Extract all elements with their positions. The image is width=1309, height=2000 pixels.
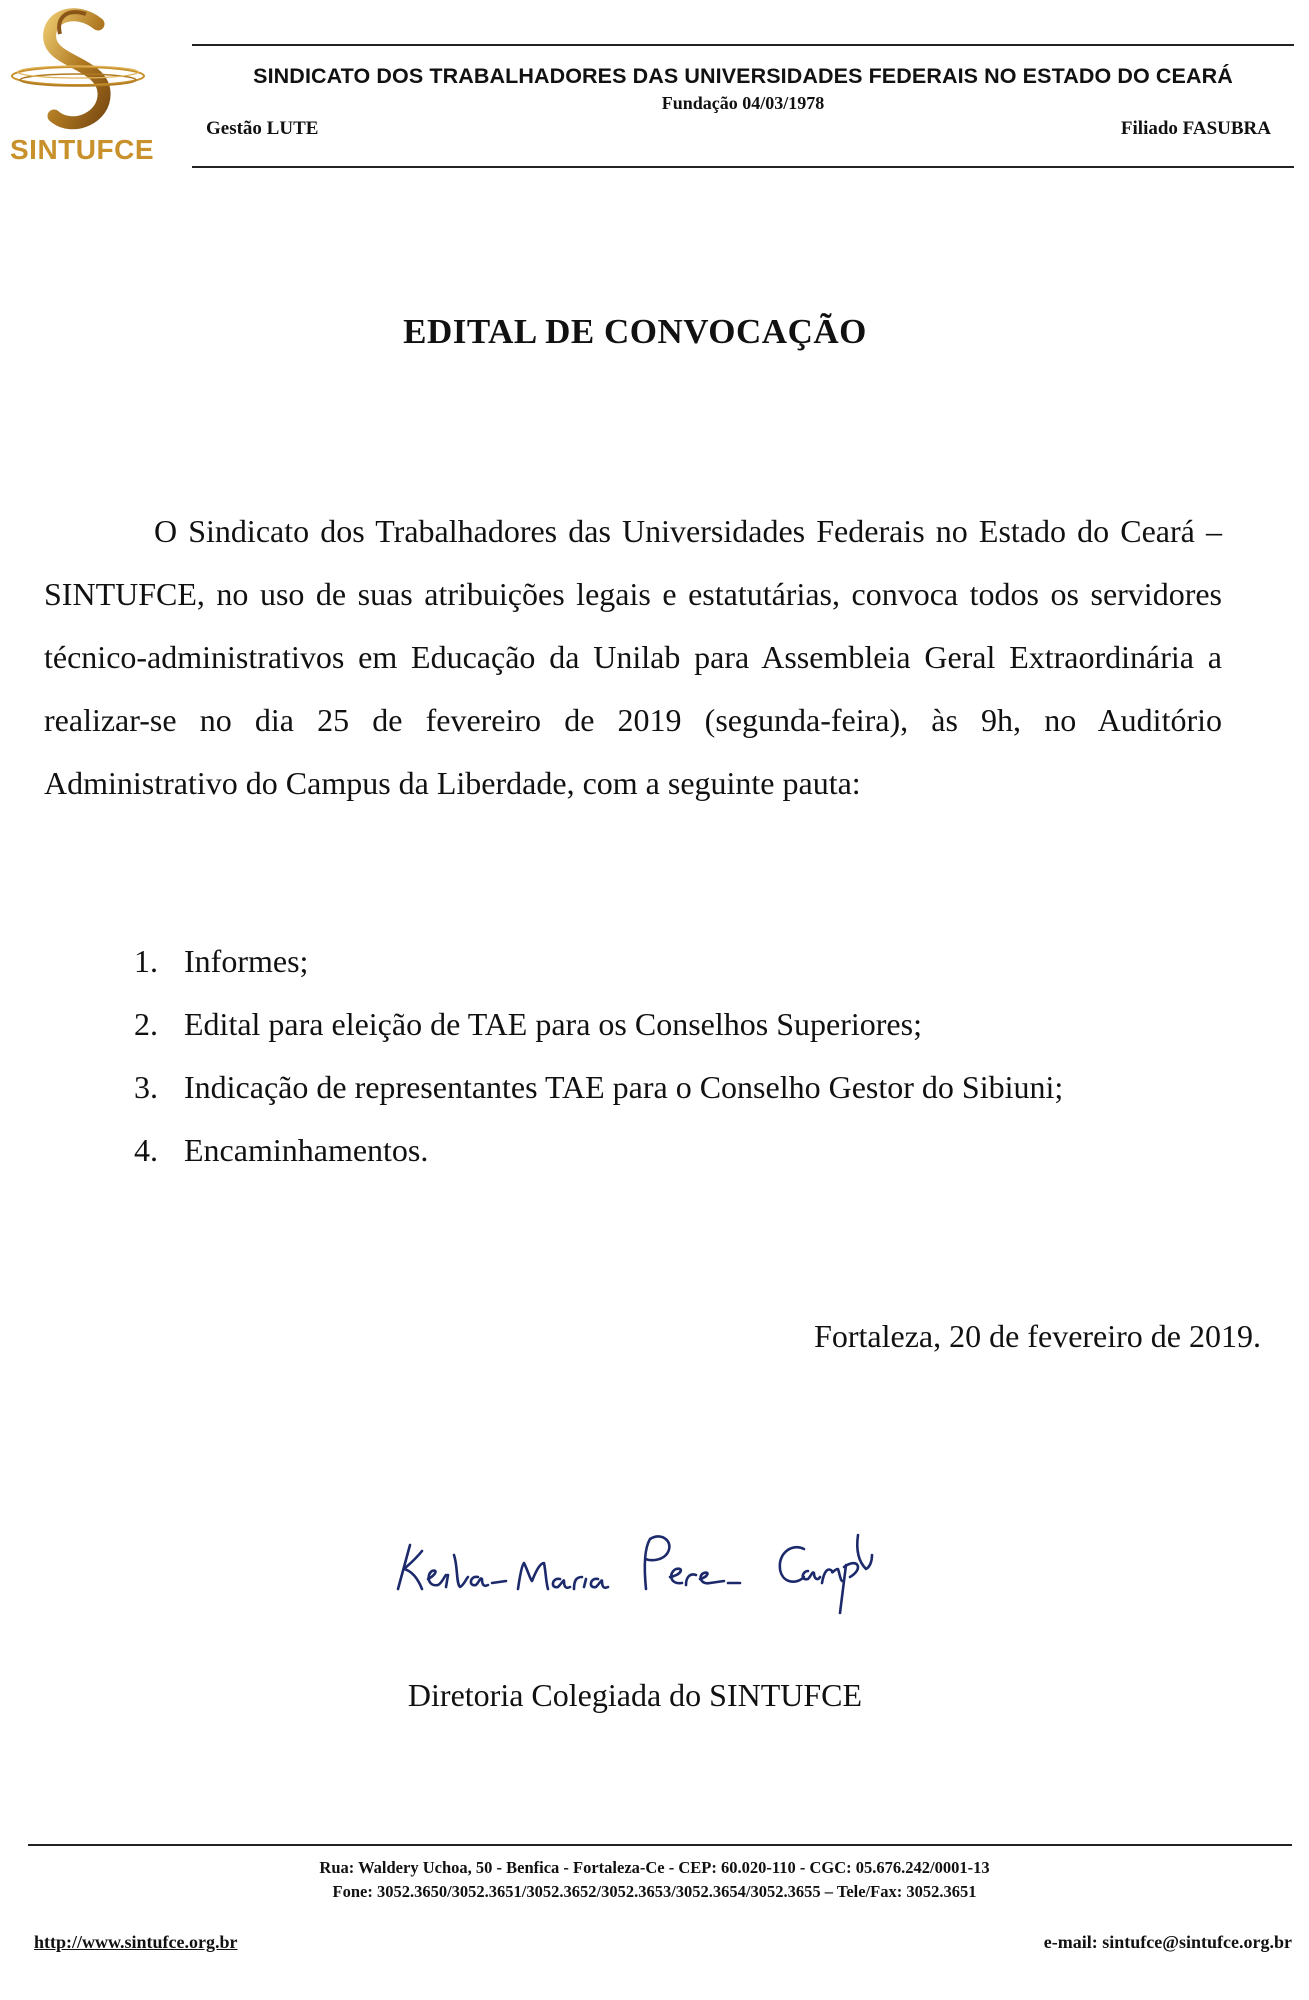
email-contact[interactable]: e-mail: sintufce@sintufce.org.br: [1043, 1932, 1292, 1952]
logo-s-emblem-icon: [6, 6, 156, 141]
organization-name: SINDICATO DOS TRABALHADORES DAS UNIVERSIDADES FEDERAIS NO ESTADO DO CEARÁ: [253, 64, 1233, 88]
footer-phones: Fone: 3052.3650/3052.3651/3052.3652/3052.3653/3052.3654/3052.3655 – Tele/Fax: 3052.3651: [332, 1882, 977, 1901]
logo-wordmark: SINTUFCE: [10, 134, 154, 165]
agenda-item: [134, 1119, 1063, 1182]
convocation-paragraph: O Sindicato dos Trabalhadores das Universidades Federais no Estado do Ceará – SINTUFCE, no uso de suas atribuições legais e estatutárias, convoca todos os servidores técnico-administrativos em Educação da Unilab para Assembleia Geral Extraordinária a realizar-se no dia 25 de fevereiro de 2019 (segunda-feira), às 9h, no Auditório Administrativo do Campus da Liberdade, com a seguinte pauta:: [44, 513, 1222, 801]
agenda-item-number: 3.: [134, 1069, 158, 1105]
agenda-item-number: 4.: [134, 1132, 158, 1168]
agenda-list: [134, 930, 1063, 1182]
document-title: EDITAL DE CONVOCAÇÃO: [403, 312, 867, 351]
handwritten-signature: [388, 1505, 878, 1615]
agenda-item: [134, 993, 1063, 1056]
agenda-item-text: Edital para eleição de TAE para os Conselhos Superiores;: [184, 1006, 922, 1042]
agenda-item-text: Informes;: [184, 943, 309, 979]
header-bottom-rule: [192, 166, 1294, 168]
agenda-item-text: Indicação de representantes TAE para o Conselho Gestor do Sibiuni;: [184, 1069, 1064, 1105]
footer-address: Rua: Waldery Uchoa, 50 - Benfica - Fortaleza-Ce - CEP: 60.020-110 - CGC: 05.676.242/0001-13: [319, 1858, 990, 1877]
agenda-item: [134, 930, 1063, 993]
place-and-date: Fortaleza, 20 de fevereiro de 2019.: [814, 1318, 1261, 1354]
agenda-item-text: Encaminhamentos.: [184, 1132, 429, 1168]
signature-icon: [388, 1505, 878, 1615]
header-top-rule: [192, 44, 1294, 46]
website-link[interactable]: http://www.sintufce.org.br: [34, 1932, 238, 1952]
agenda-item-number: 1.: [134, 943, 158, 979]
management-label: Gestão LUTE: [206, 118, 319, 139]
affiliation-label: Filiado FASUBRA: [1120, 118, 1271, 139]
agenda-item-number: 2.: [134, 1006, 158, 1042]
signatory-name: Diretoria Colegiada do SINTUFCE: [407, 1677, 863, 1713]
agenda-item: [134, 1056, 1063, 1119]
footer-rule: [28, 1844, 1292, 1846]
foundation-date: Fundação 04/03/1978: [661, 93, 825, 113]
